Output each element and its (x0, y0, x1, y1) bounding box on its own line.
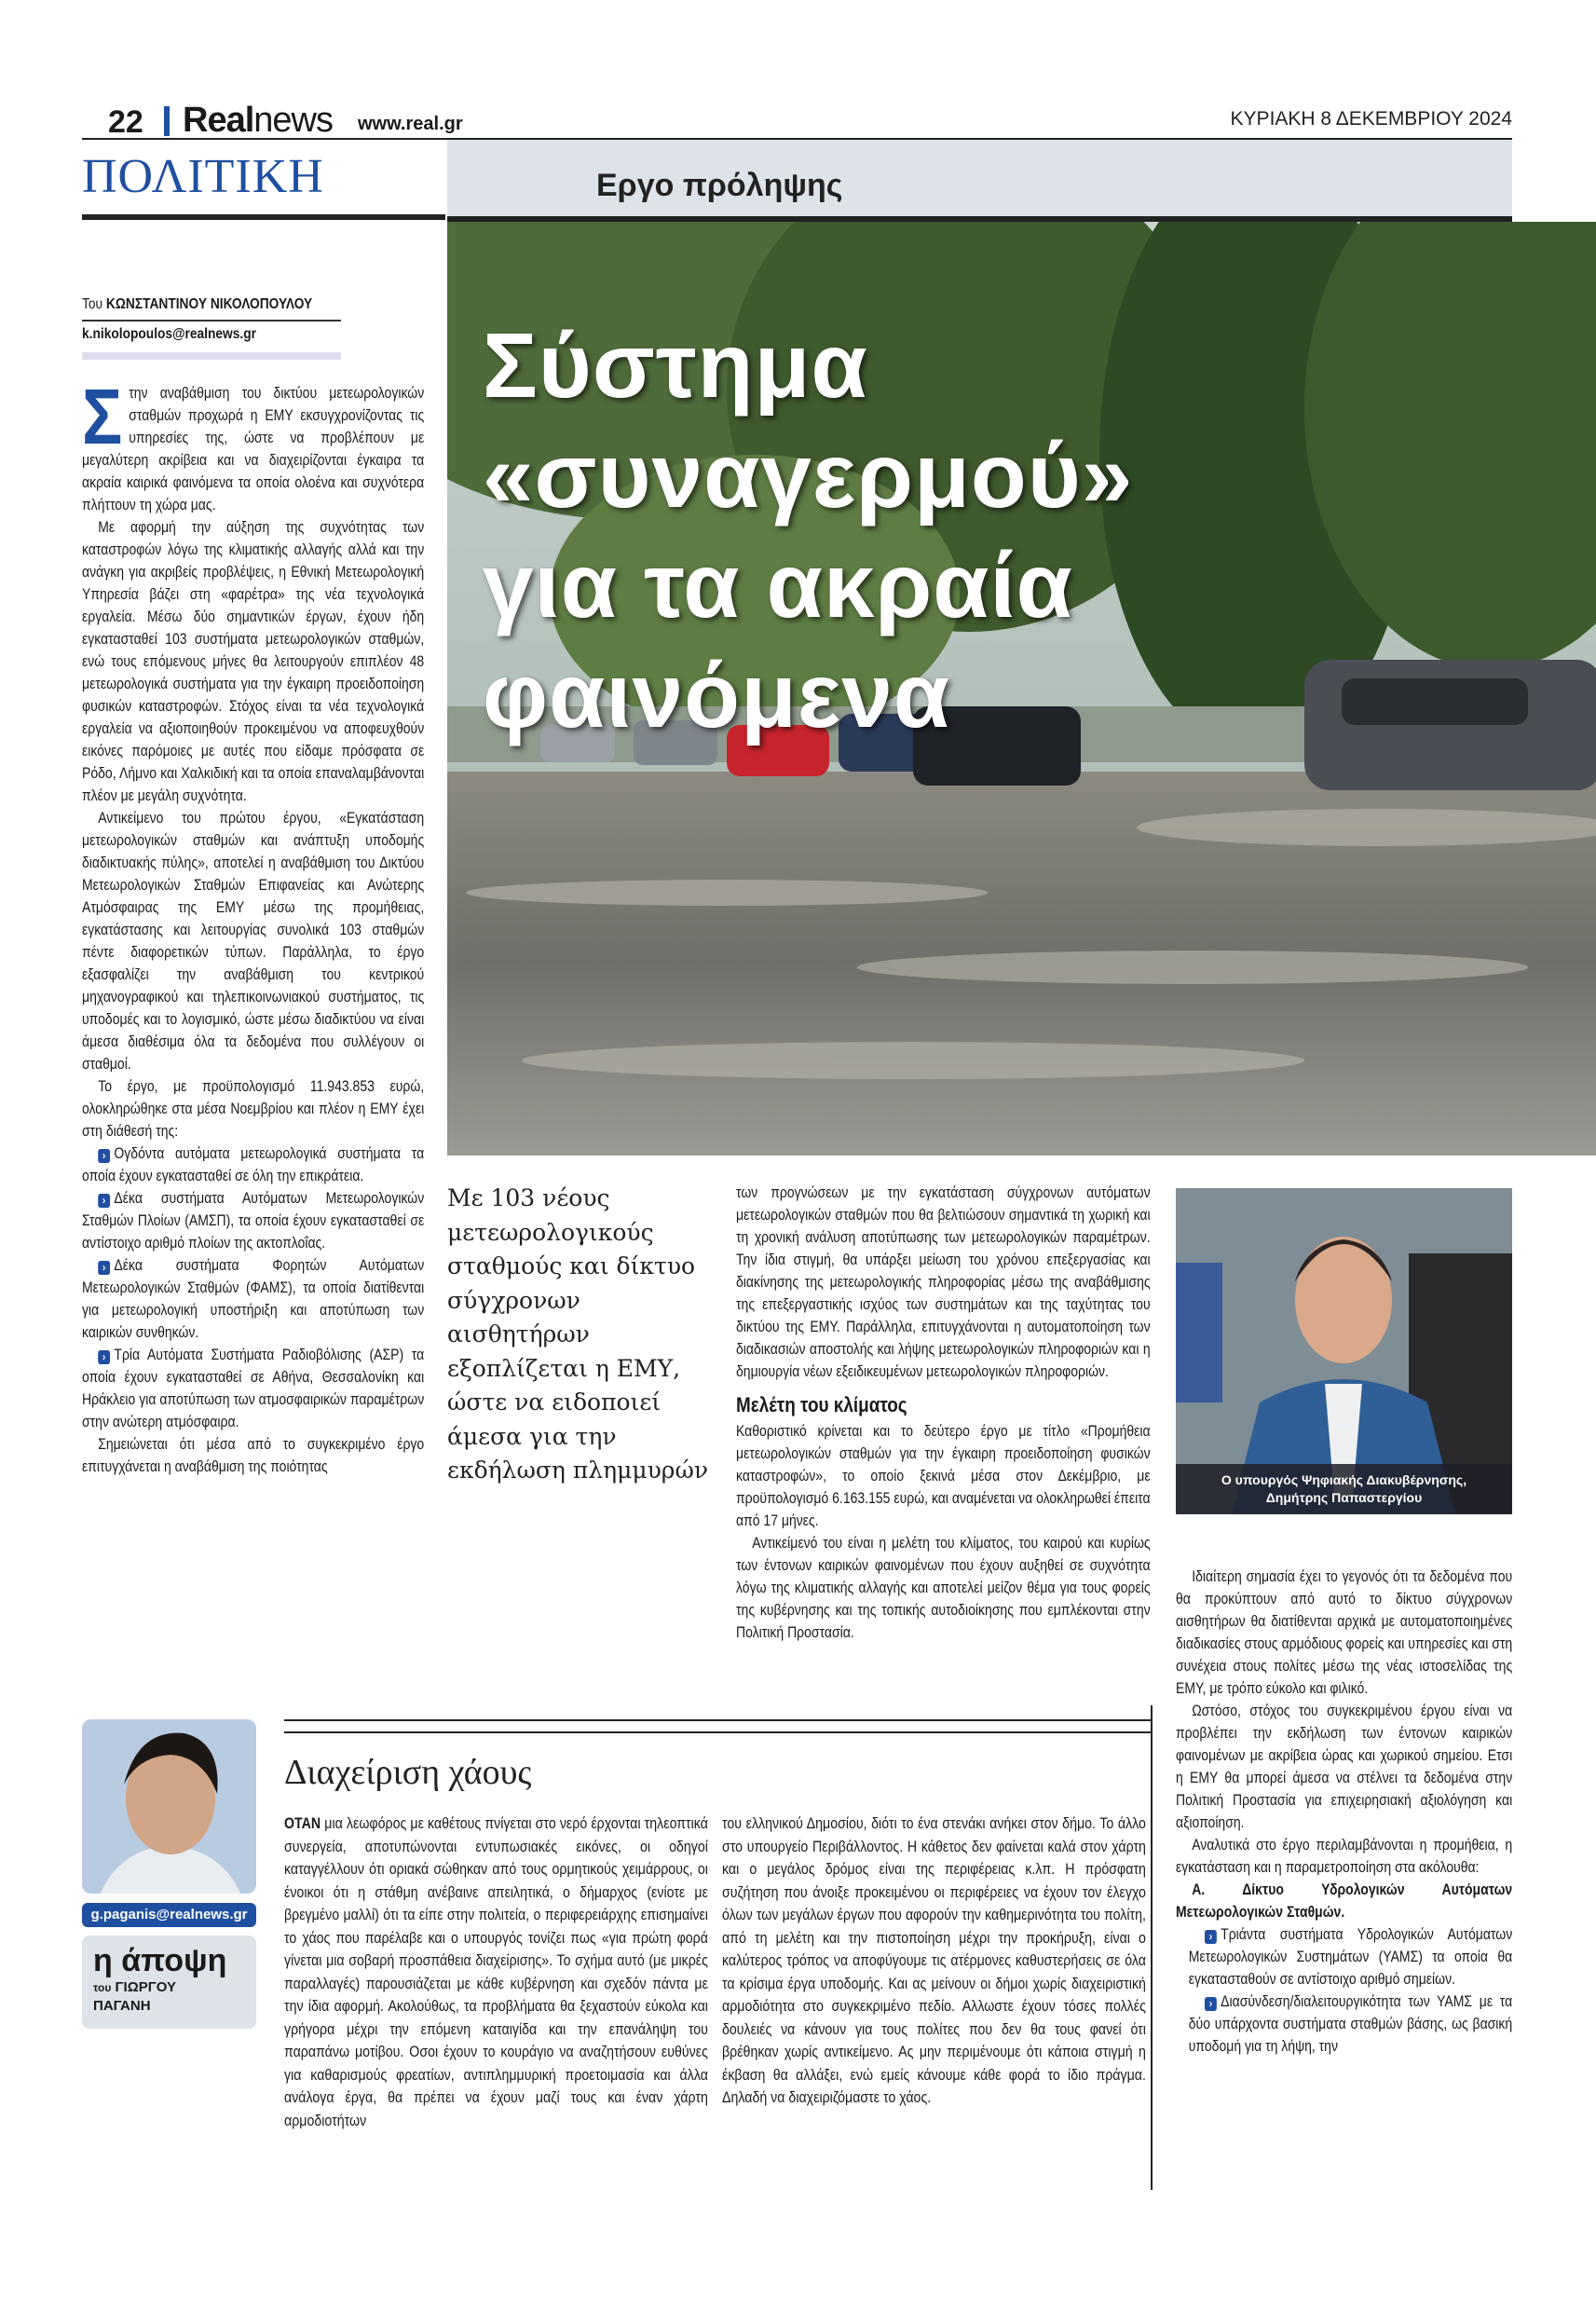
paragraph: Αντικείμενό του είναι η μελέτη του κλίματος, του καιρού και κυρίως των έντονων καιρικών φαινομένων που έχουν αυξηθεί σε συχνότητα λόγω της κλιματικής αλλαγής και αποτελεί μείζον θέμα για τους φορείς της κυβέρνησης και της τοπικής αυτοδιοίκησης που εμπλέκονται στην Πολιτική Προστασία. (736, 1535, 1151, 1641)
paragraph: των προγνώσεων με την εγκατάσταση σύγχρονων αυτόματων μετεωρολογικών σταθμών που θα βελτιώσουν σημαντικά τη χωρική και τη χρονική ανάλυση αποτύπωσης των μετεωρολογικών παραμέτρων. Την ίδια στιγμή, θα υπάρξει μείωση του χρόνου επεξεργασίας και διακίνησης της μετεωρολογικής πληροφορίας μέσω της αναβάθμισης της επεξεργαστικής ισχύος των συστημάτων και της ταχύτητας του δικτύου της ΕΜΥ. Παράλληλα, επιτυγχάνονται η αυτοματοποίηση των διαδικασιών αποστολής και λήψης μετεωρολογικών πληροφοριών και η δημιουργία νέων εξειδικευμένων μετεωρολογικών πληροφοριών. (736, 1184, 1151, 1380)
headline (483, 310, 1133, 750)
chevron-right-icon: › (98, 1350, 110, 1364)
divider (164, 106, 170, 136)
byline-gray-rule (82, 352, 341, 360)
opinion-column-2: του ελληνικού Δημοσίου, διότι το ένα στενάκι ανήκει στον δήμο. Το άλλο στο υπουργείο Περιβάλλοντος. Η κάθετος δεν φαίνεται καλά στον χάρτη και ο μεγάλος δρόμος είναι της περιφέρειας κ.λπ. Η πρόσφατη συζήτηση που άνοιξε προκειμένου οι περιφέρειες να έχουν τον έλεγχο όλων των μεγάλων έργων που αφορούν την καθημερινότητα του πολίτη, από τη μελέτη και την πιστοποίηση μέχρι την προκήρυξη, είναι ο καλύτερος τρόπος να αποφύγουμε τις ατέρμονες καθυστερήσεις σε όλα τα κρίσιμα έργα υποδομής. Και ας μείνουν οι δήμοι χωρίς διαχειριστική αρμοδιότητα στο συγκεκριμένο πεδίο. Αλλωστε έχουν τόσες πολλές δουλειές να κάνουν για τους πολίτες που δεν θα τους φανεί ότι βρέθηκαν χωρίς αντικείμενο. Ας μην περιμένουμε ότι κάποια στιγμή η έκβαση θα αλλάξει, ενώ εμείς κάνουμε κάθε φορά το ίδιο πράγμα. Δηλαδή να διαχειριζόμαστε το χάος. (722, 1815, 1146, 2106)
bullet-item (82, 1344, 424, 1433)
byline (82, 296, 424, 319)
pull-quote: Με 103 νέους μετεωρολογικούς σταθμούς και δίκτυο σύγχρονων αισθητήρων εξοπλίζεται η ΕΜΥ, ώστε να ειδοποιεί άμεσα για την εκδήλωση πλημμυρών (447, 1184, 709, 1484)
bullet-text: Δέκα συστήματα Αυτόματων Μετεωρολογικών Σταθμών Πλοίων (ΑΜΣΠ), τα οποία έχουν εγκατασταθεί σε αντίστοιχο αριθμό πλοίων της ακτοπλοΐας. (82, 1190, 425, 1252)
divider (284, 1731, 1151, 1733)
article-column-1 (82, 373, 425, 1478)
drop-cap: Σ (82, 373, 123, 460)
bullet-item (82, 1254, 424, 1344)
bullet-text: Δέκα συστήματα Φορητών Αυτόματων Μετεωρολογικών Σταθμών (ΦΑΜΣ), τα οποία διατίθενται για μετεωρολογική υποστήριξη και αποτύπωση των καιρικών συνθηκών. (82, 1257, 425, 1341)
bullet-text: Τρία Αυτόματα Συστήματα Ραδιοβόλισης (ΑΣΡ) τα οποία έχουν εγκατασταθεί σε Αθήνα, Θεσσαλονίκη και Ηράκλειο για αποτύπωση των ατμοσφαιρικών παραμέτρων στην ανώτερη ατμόσφαιρα. (82, 1347, 425, 1430)
paragraph (82, 373, 425, 516)
section-rule (82, 214, 445, 220)
author-name: ΚΩΝΣΤΑΝΤΙΝΟΥ ΝΙΚΟΛΟΠΟΥΛΟΥ (105, 296, 313, 312)
columnist-email[interactable]: g.paganis@realnews.gr (82, 1903, 256, 1927)
bullet-item (1176, 1923, 1512, 1991)
bullet-item (82, 1187, 424, 1254)
opinion-text: μια λεωφόρος με καθέτους πνίγεται στο νερό έρχονται τηλεοπτικά συνεργεία, αποτυπώνονται εντυπωσιακές εικόνες, οι οδηγοί καταγγέλλουν ότι οριακά σώθηκαν από τους ορμητικούς χειμάρρους, οι ένοικοι ότι η στάθμη ανέβαινε απειλητικά, ο δήμαρχος (ενίοτε με βρεγμένο μαλλί) ότι τα είπε στην πολιτεία, ο περιφερειάρχης επισημαίνει το χάος που παρέλαβε και ο υπουργός τονίζει πως «για πρώτη φορά γίνεται μια σοβαρή προσπάθεια διαχείρισης». Το σχήμα αυτό (με μικρές παραλλαγές) παρουσιάζεται με κάθε κυβέρνηση και σχεδόν πάντα με την ίδια αφορμή. Ακολούθως, τα προβλήματα θα ξεχαστούν εύκολα και γρήγορα μέχρι την επόμενη καταιγίδα και την επανάληψη του παραπάνω μοτίβου. Οσοι έχουν το κουράγιο να αναζητήσουν ευθύνες για καθαρισμούς φρεατίων, αντιπλημμυρική προετοιμασία και άλλα ανάλογα έργα, θα πρέπει να έχουν μαζί τους και έναν χάρτη αρμοδιοτήτων (284, 1815, 708, 2129)
bullet-text: Ογδόντα αυτόματα μετεωρολογικά συστήματα τα οποία έχουν εγκατασταθεί σε όλη την επικράτεια. (82, 1145, 425, 1184)
author-first: ΓΙΩΡΓΟΥ (115, 1979, 177, 1995)
paragraph: Καθοριστικό κρίνεται και το δεύτερο έργο με τίτλο «Προμήθεια μετεωρολογικών σταθμών για την έγκαιρη προειδοποίηση φυσικών καταστροφών», το οποίο ξεκινά μέσα στον Δεκέμβριο, με προϋπολογισμό 6.163.155 ευρώ, και αναμένεται να ολοκληρωθεί έπειτα από 17 μήνες. (736, 1423, 1151, 1529)
headline-line: «συναγερμού» (483, 424, 1134, 527)
headline-line: για τα ακραία (483, 534, 1073, 636)
page-number: 22 (108, 104, 143, 140)
kicker: Εργο πρόληψης (596, 168, 843, 203)
paragraph: Με αφορμή την αύξηση της συχνότητας των καταστροφών λόγω της κλιματικής αλλαγής αλλά και την ανάγκη για ακριβείς προβλέψεις, η Εθνική Μετεωρολογική Υπηρεσία βάζει στη «φαρέτρα» της νέα τεχνολογικά εργαλεία. Μέσω δύο σημαντικών έργων, έχουν ήδη εγκατασταθεί 103 συστήματα μετεωρολογικών σταθμών, ενώ τους επόμενους μήνες θα λειτουργούν επιπλέον 48 μετεωρολογικά συστήματα για την έγκαιρη προειδοποίηση φυσικών καταστροφών. Στόχος είναι τα νέα τεχνολογικά εργαλεία να αξιοποιηθούν προκειμένου να αποφευχθούν εικόνες παρόμοιες με αυτές που είδαμε πρόσφατα σε Ρόδο, Λήμνο και Χαλκιδική και τα οποία επαναλαμβάνονται πλέον με μεγάλη συχνότητα. (82, 519, 425, 804)
masthead (82, 101, 1512, 140)
byline-prefix: Του (82, 296, 103, 312)
bullet-item (1176, 1991, 1512, 2058)
author-prefix: του (93, 1981, 112, 1994)
lead-word: ΟΤΑΝ (284, 1815, 321, 1832)
brand-bold: Real (183, 101, 254, 140)
chevron-right-icon: › (98, 1149, 110, 1163)
list-heading: Α. Δίκτυο Υδρολογικών Αυτόματων Μετεωρολογικών Σταθμών. (1176, 1881, 1513, 1921)
lead-text: την αναβάθμιση του δικτύου μετεωρολογικών σταθμών προχωρά η ΕΜΥ εκσυγχρονίζοντας τις υπηρεσίες της, ώστε να προβλέπουν με μεγαλύτερη ακρίβεια και να διαχειρίζονται έγκαιρα τα ακραία καιρικά φαινόμενα τα οποία ολοένα και συχνότερα πλήττουν τη χώρα μας. (82, 385, 425, 513)
author-email[interactable]: k.nikolopoulos@realnews.gr (82, 326, 256, 342)
bullet-text: Διασύνδεση/διαλειτουργικότητα των ΥΑΜΣ με τα δύο υπάρχοντα συστήματα σταθμών βάσης, ως βασική υποδομή για τη λήψη, την (1188, 1993, 1513, 2055)
caption-line: Ο υπουργός Ψηφιακής Διακυβέρνησης, (1221, 1472, 1467, 1487)
issue-date: ΚΥΡΙΑΚΗ 8 ΔΕΚΕΜΒΡΙΟΥ 2024 (1230, 108, 1512, 130)
column-divider (1151, 1705, 1153, 2190)
kicker-band (447, 140, 1512, 222)
columnist-photo (82, 1719, 256, 1894)
columnist-name (93, 1978, 245, 2015)
paragraph: Αντικείμενο του πρώτου έργου, «Εγκατάσταση μετεωρολογικών σταθμών και ανάπτυξη υποδομής διαδικτυακής πύλης», αποτελεί η αναβάθμιση του Δικτύου Μετεωρολογικών Σταθμών Επιφανείας και Ανώτερης Ατμόσφαιρας της ΕΜΥ μέσω της προμήθειας, εγκατάστασης και λειτουργίας συνολικά 103 σταθμών πέντε διαφορετικών τύπων. Παράλληλα, το έργο εξασφαλίζει την αναβάθμιση του κεντρικού μηχανογραφικού και τηλεπικοινωνιακού συστήματος, τις υποδομές και το λογισμικό, ώστε μέσω διαδικτύου να είναι άμεσα διαθέσιμα όλα τα δεδομένα που συλλέγουν οι σταθμοί. (82, 810, 425, 1073)
opinion-label: η άποψη (93, 1943, 227, 1978)
section-title: ΠΟΛΙΤΙΚΗ (82, 150, 324, 203)
site-url: www.real.gr (358, 114, 463, 134)
headline-line: φαινόμενα (483, 644, 951, 746)
brand-logo (183, 101, 333, 141)
paragraph: Σημειώνεται ότι μέσα από το συγκεκριμένο έργο επιτυγχάνεται η αναβάθμιση της ποιότητας (82, 1436, 425, 1475)
paragraph: Το έργο, με προϋπολογισμό 11.943.853 ευρώ, ολοκληρώθηκε στα μέσα Νοεμβρίου και πλέον η ΕΜΥ έχει στη διάθεσή της: (82, 1078, 425, 1140)
caption-line: Δημήτρης Παπαστεργίου (1265, 1490, 1423, 1505)
chevron-right-icon: › (1205, 1997, 1217, 2011)
chevron-right-icon: › (98, 1261, 110, 1275)
columnist-portrait-image (82, 1719, 256, 1894)
subheading: Μελέτη του κλίματος (736, 1393, 907, 1416)
opinion-column-1 (284, 1813, 708, 2132)
author-last: ΠΑΓΑΝΗ (93, 1998, 151, 2014)
paragraph: Ωστόσο, στόχος του συγκεκριμένου έργου είναι να προβλέπει την εκδήλωση των έντονων καιρικών φαινομένων με ακρίβεια ώρας και χωρικού σημείου. Ετσι η ΕΜΥ θα μπορεί άμεσα να στέλνει τα δεδομένα στην Πολιτική Προστασία για επιχειρησιακή αξιολόγηση και αξιοποίηση. (1176, 1703, 1513, 1831)
bullet-text: Τριάντα συστήματα Υδρολογικών Αυτόματων Μετεωρολογικών Συστημάτων (ΥΑΜΣ) τα οποία θα εγκατασταθούν σε αντίστοιχο αριθμό σημείων. (1188, 1926, 1513, 1988)
paragraph: Αναλυτικά στο έργο περιλαμβάνονται η προμήθεια, η εγκατάσταση και η παραμετροποίηση στα ακόλουθα: (1176, 1837, 1513, 1876)
headline-line: Σύστημα (483, 314, 868, 417)
brand-light: news (253, 101, 333, 140)
article-column-2 (736, 1182, 1151, 1644)
chevron-right-icon: › (1205, 1930, 1217, 1944)
divider (284, 1719, 1151, 1721)
chevron-right-icon: › (98, 1194, 110, 1208)
minister-photo (1176, 1188, 1512, 1514)
paragraph: Ιδιαίτερη σημασία έχει το γεγονός ότι τα δεδομένα που θα προκύπτουν από αυτό το δίκτυο σύγχρονων αισθητήρων θα διατίθενται αρχικά με αυτοματοποιημένες διαδικασίες στους αρμόδιους φορείς και υπηρεσίες και στη συνέχεια στους πολίτες μέσω της νέας ιστοσελίδας της ΕΜΥ, με τρόπο εύκολο και φιλικό. (1176, 1568, 1513, 1697)
opinion-label-box (82, 1936, 256, 2029)
byline-rule (82, 320, 341, 321)
article-column-3 (1176, 1566, 1512, 2058)
opinion-title: Διαχείριση χάους (284, 1753, 532, 1792)
photo-caption (1176, 1464, 1512, 1514)
flood-photo (447, 222, 1596, 1156)
bullet-item (82, 1142, 424, 1187)
